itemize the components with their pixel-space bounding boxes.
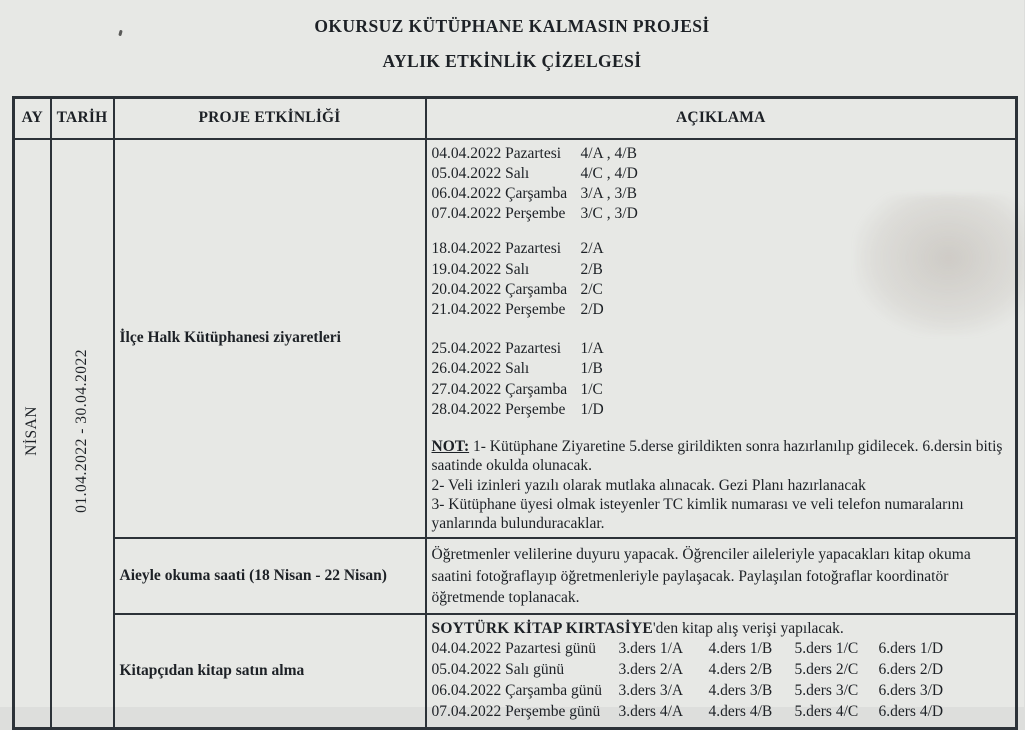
table-row [14, 538, 1017, 614]
visit-date: 28.04.2022 Perşembe [431, 400, 566, 418]
purchase-lesson4: 4.ders 1/B [708, 640, 773, 658]
purchase-lesson3: 3.ders 2/A [618, 661, 684, 679]
visit-line [432, 400, 1010, 420]
visit-date: 26.04.2022 Salı [431, 360, 530, 378]
purchase-header-rest: 'den kitap alış verişi yapılacak. [652, 619, 844, 637]
purchase-lesson3: 3.ders 4/A [618, 702, 684, 720]
visit-classes: 4/A , 4/B [580, 144, 637, 162]
visit-date: 19.04.2022 Salı [431, 260, 530, 278]
visit-line [432, 164, 1010, 184]
document-title-block [0, 0, 1024, 72]
visit-line [432, 380, 1010, 400]
note-item-1-text: 1- Kütüphane Ziyaretine 5.derse girildikten sonra hazırlanılıp gidilecek. 6.dersin bitiş saatinde okulda olunacak. [431, 437, 1003, 475]
activity-book-purchase: Kitapçıdan kitap satın alma [114, 614, 426, 728]
purchase-day: 05.04.2022 Salı günü [431, 661, 565, 679]
visit-line [432, 280, 1010, 300]
note-label: NOT: [431, 437, 470, 455]
purchase-lesson4: 4.ders 4/B [708, 702, 773, 720]
note-item-3: 3- Kütüphane üyesi olmak isteyenler TC kimlik numarası ve veli telefon numaralarını yanlarında bulunduracaklar. [431, 495, 964, 533]
page-title: OKURSUZ KÜTÜPHANE KALMASIN PROJESİ [314, 16, 710, 36]
purchase-day: 06.04.2022 Çarşamba günü [431, 682, 602, 700]
purchase-lesson5: 5.ders 3/C [794, 682, 859, 700]
visit-line [432, 239, 1010, 259]
purchase-day: 04.04.2022 Pazartesi günü [431, 640, 596, 658]
visit-schedule-week3 [432, 339, 1010, 420]
purchase-line [432, 660, 1010, 681]
activity-family-reading: Aieyle okuma saati (18 Nisan - 22 Nisan) [114, 538, 426, 614]
purchase-line [432, 702, 1010, 723]
visit-classes: 2/D [580, 300, 604, 318]
note-item-2: 2- Veli izinleri yazılı olarak mutlaka alınacak. Gezi Planı hazırlanacak [431, 476, 866, 494]
purchase-lesson6: 6.ders 1/D [878, 640, 944, 658]
visit-classes: 4/C , 4/D [580, 164, 638, 182]
month-label: NİSAN [23, 405, 41, 456]
table-row [14, 614, 1017, 728]
activity-library-visits: İlçe Halk Kütüphanesi ziyaretleri [114, 139, 426, 539]
note-item-1 [432, 437, 1010, 476]
purchase-lesson4: 4.ders 2/B [708, 661, 773, 679]
visit-date: 05.04.2022 Salı [431, 164, 530, 182]
visit-date: 18.04.2022 Pazartesi [431, 240, 562, 258]
visit-line [432, 359, 1010, 379]
visit-line [432, 339, 1010, 359]
visit-line [432, 184, 1010, 204]
month-cell [14, 139, 51, 729]
family-reading-description-cell [426, 538, 1017, 614]
purchase-day: 07.04.2022 Perşembe günü [431, 702, 601, 720]
page-subtitle: AYLIK ETKİNLİK ÇİZELGESİ [382, 51, 642, 71]
visit-date: 25.04.2022 Pazartesi [431, 340, 562, 358]
date-range-cell [51, 139, 114, 729]
visit-classes: 3/C , 3/D [580, 205, 638, 223]
visit-date: 27.04.2022 Çarşamba [431, 380, 568, 398]
date-range-label: 01.04.2022 - 30.04.2022 [73, 348, 90, 513]
visit-date: 20.04.2022 Çarşamba [431, 280, 568, 298]
header-tarih: TARİH [51, 98, 114, 139]
visit-schedule-week1 [432, 144, 1010, 225]
header-proje-etkinligi: PROJE ETKİNLİĞİ [114, 98, 426, 139]
purchase-header [432, 619, 1010, 640]
visit-classes: 3/A , 3/B [580, 184, 637, 202]
activity-schedule-table [12, 96, 1018, 730]
visit-schedule-week2 [432, 239, 1010, 320]
family-reading-description: Öğretmenler velilerine duyuru yapacak. Öğrenciler aileleriyle yapacakları kitap okuma saatini fotoğraflayıp öğretmenleriyle paylaşacak. Paylaşılan fotoğraflar koordinatör öğretmende toplanacak. [431, 546, 971, 607]
purchase-line [432, 639, 1010, 660]
visit-line [432, 204, 1010, 224]
library-visits-description-cell [426, 139, 1017, 539]
visit-line [432, 300, 1010, 320]
table-header-row [14, 98, 1017, 139]
purchase-lesson3: 3.ders 3/A [618, 682, 684, 700]
visit-line [432, 144, 1010, 164]
header-aciklama: AÇIKLAMA [426, 98, 1017, 139]
visit-classes: 1/C [580, 380, 603, 398]
visit-line [432, 260, 1010, 280]
purchase-lesson6: 6.ders 4/D [878, 702, 944, 720]
purchase-lesson5: 5.ders 4/C [794, 702, 859, 720]
visit-classes: 2/B [580, 260, 603, 278]
note-section [432, 437, 1010, 533]
purchase-lesson5: 5.ders 1/C [794, 640, 859, 658]
book-purchase-description-cell [426, 614, 1017, 728]
visit-classes: 2/A [580, 240, 604, 258]
visit-date: 06.04.2022 Çarşamba [431, 184, 568, 202]
visit-date: 21.04.2022 Perşembe [431, 300, 566, 318]
purchase-vendor: SOYTÜRK KİTAP KIRTASİYE [431, 619, 653, 637]
purchase-lesson3: 3.ders 1/A [618, 640, 684, 658]
purchase-lesson4: 4.ders 3/B [708, 682, 773, 700]
visit-date: 04.04.2022 Pazartesi [431, 144, 562, 162]
table-row [14, 139, 1017, 539]
visit-date: 07.04.2022 Perşembe [431, 205, 566, 223]
purchase-line [432, 681, 1010, 702]
header-ay: AY [14, 98, 51, 139]
visit-classes: 1/D [580, 400, 604, 418]
purchase-lesson5: 5.ders 2/C [794, 661, 859, 679]
purchase-lesson6: 6.ders 2/D [878, 661, 944, 679]
visit-classes: 1/B [580, 360, 603, 378]
purchase-lesson6: 6.ders 3/D [878, 682, 944, 700]
visit-classes: 2/C [580, 280, 603, 298]
visit-classes: 1/A [580, 340, 604, 358]
